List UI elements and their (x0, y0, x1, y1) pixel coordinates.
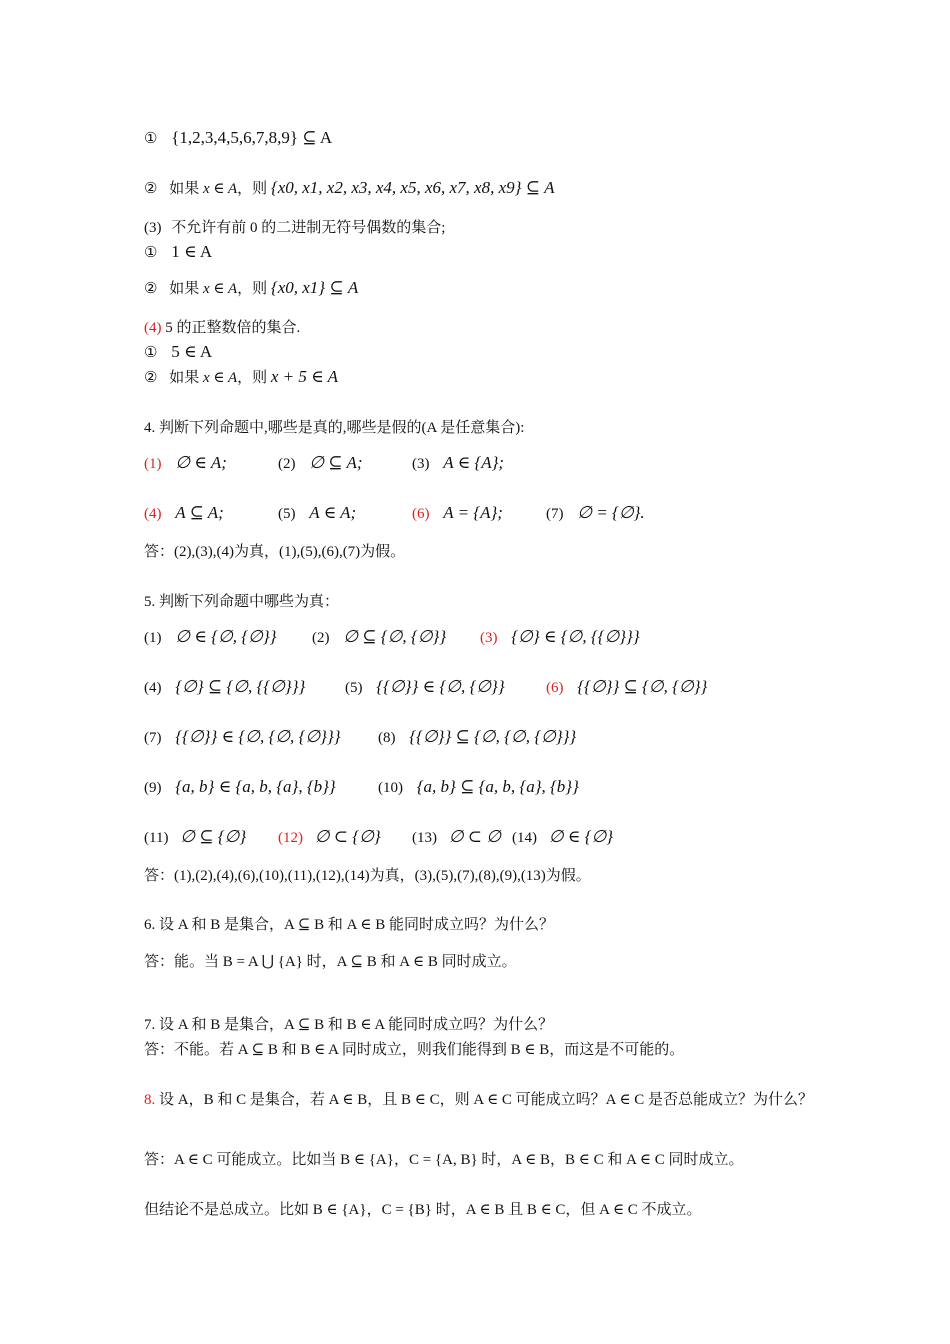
line-p3-3 (144, 218, 445, 238)
text: ，则 (237, 281, 268, 297)
q5-item-12 (278, 827, 381, 848)
circled-marker: ② (144, 181, 158, 197)
q5-item-9 (144, 777, 336, 798)
q6-answer: 答：能。当 B = A ⋃ {A} 时，A ⊆ B 和 A ∈ B 同时成立。 (144, 954, 517, 970)
item-number: (9) (144, 780, 162, 796)
math-expr: A ⊆ A; (175, 503, 224, 522)
item-number: (11) (144, 830, 169, 846)
item-number: (5) (345, 680, 363, 696)
math-expr: {x0, x1} ⊆ A (270, 278, 359, 297)
line-p3-7 (144, 342, 212, 363)
item-number: 8. (144, 1092, 156, 1108)
math-expr: ∅ ∈ A; (175, 453, 227, 472)
math-expr: ∅ ∈ {∅, {∅}} (175, 627, 277, 646)
q5-item-3 (480, 627, 640, 648)
item-number: (12) (278, 830, 303, 846)
item-number: (10) (378, 780, 403, 796)
q5-answer: 答：(1),(2),(4),(6),(10),(11),(12),(14)为真，(3),(5),(7),(8),(9),(13)为假。 (144, 868, 591, 884)
item-number: (2) (312, 630, 330, 646)
q4-answer: 答：(2),(3),(4)为真，(1),(5),(6),(7)为假。 (144, 544, 406, 560)
math-expr: A = {A}; (443, 503, 503, 522)
circled-marker: ① (144, 245, 158, 261)
text: 如果 (169, 281, 200, 297)
math-expr: x + 5 ∈ A (270, 367, 339, 386)
q5-item-13 (412, 827, 501, 848)
item-number: (5) (278, 506, 296, 522)
line-p3-8 (144, 367, 338, 388)
q5-item-2 (312, 627, 446, 648)
item-number: (7) (144, 730, 162, 746)
circled-marker: ② (144, 370, 158, 386)
math-expr: 1 ∈ A (171, 242, 213, 261)
circled-marker: ① (144, 345, 158, 361)
math-expr: 5 ∈ A (171, 342, 213, 361)
math-expr: ∅ ⊆ {∅, {∅}} (343, 627, 447, 646)
item-number: (4) (144, 320, 162, 336)
math-expr: {a, b} ∈ {a, b, {a}, {b}} (175, 777, 336, 796)
q5-item-10 (378, 777, 579, 798)
math-expr: x ∈ A (202, 281, 238, 297)
item-number: (4) (144, 680, 162, 696)
math-expr: x ∈ A (202, 181, 238, 197)
math-expr: {{∅}} ⊆ {∅, {∅}} (577, 677, 708, 696)
math-expr: {a, b} ⊆ {a, b, {a}, {b}} (416, 777, 579, 796)
item-number: (14) (512, 830, 537, 846)
line-p3-1 (144, 128, 332, 149)
q5-item-4 (144, 677, 305, 698)
text: 5 的正整数倍的集合. (165, 320, 301, 336)
math-expr: A ∈ A; (309, 503, 357, 522)
item-number: (8) (378, 730, 396, 746)
math-expr: {1,2,3,4,5,6,7,8,9} ⊆ A (171, 128, 333, 147)
q4-title: 4. 判断下列命题中,哪些是真的,哪些是假的(A 是任意集合): (144, 420, 525, 436)
line-p3-5 (144, 278, 358, 299)
q5-item-11 (144, 827, 246, 848)
item-number: (4) (144, 506, 162, 522)
math-expr: {∅} ∈ {∅, {{∅}}} (511, 627, 640, 646)
q4-item-7 (546, 503, 645, 524)
q4-item-5 (278, 503, 356, 524)
text: 如果 (169, 181, 200, 197)
item-number: (1) (144, 456, 162, 472)
q6-title: 6. 设 A 和 B 是集合，A ⊆ B 和 A ∈ B 能同时成立吗？为什么？ (144, 917, 554, 933)
q4-item-4 (144, 503, 224, 524)
math-expr: ∅ = {∅}. (577, 503, 645, 522)
text: ，则 (237, 181, 268, 197)
math-expr: ∅ ⊂ {∅} (314, 827, 381, 846)
text: 设 A，B 和 C 是集合，若 A ∈ B，且 B ∈ C，则 A ∈ C 可能成立吗？A ∈ C 是否总能成立？为什么？ (159, 1092, 814, 1108)
circled-marker: ① (144, 131, 158, 147)
math-expr: ∅ ⊆ A; (309, 453, 363, 472)
q7-title: 7. 设 A 和 B 是集合，A ⊆ B 和 B ∈ A 能同时成立吗？为什么？ (144, 1017, 554, 1033)
q4-item-6 (412, 503, 503, 524)
q5-item-5 (345, 677, 505, 698)
math-expr: {∅} ⊆ {∅, {{∅}}} (175, 677, 306, 696)
math-expr: {{∅}} ∈ {∅, {∅}} (376, 677, 505, 696)
item-number: (3) (144, 220, 162, 236)
item-number: (13) (412, 830, 437, 846)
q4-item-2 (278, 453, 363, 474)
item-number: (2) (278, 456, 296, 472)
q5-item-1 (144, 627, 276, 648)
item-number: (6) (546, 680, 564, 696)
math-expr: A ∈ {A}; (443, 453, 505, 472)
math-expr: {{∅}} ∈ {∅, {∅, {∅}}} (175, 727, 341, 746)
q8-answer-2: 但结论不是总成立。比如 B ∈ {A}，C = {B} 时，A ∈ B 且 B ∈ C，但 A ∈ C 不成立。 (144, 1202, 702, 1218)
q5-item-8 (378, 727, 576, 748)
math-expr: x ∈ A (202, 370, 238, 386)
text: ，则 (237, 370, 268, 386)
math-expr: ∅ ⊂ ∅ (448, 827, 502, 846)
q5-item-6 (546, 677, 707, 698)
item-number: (3) (412, 456, 430, 472)
item-number: (6) (412, 506, 430, 522)
q7-answer: 答：不能。若 A ⊆ B 和 B ∈ A 同时成立，则我们能得到 B ∈ B，而这是不可能的。 (144, 1042, 685, 1058)
q4-item-1 (144, 453, 227, 474)
q5-title: 5. 判断下列命题中哪些为真： (144, 594, 340, 610)
q8-answer-1: 答：A ∈ C 可能成立。比如当 B ∈ {A}，C = {A, B} 时，A ∈ B，B ∈ C 和 A ∈ C 同时成立。 (144, 1152, 744, 1168)
item-number: (1) (144, 630, 162, 646)
line-p3-6 (144, 318, 300, 338)
text: 不允许有前 0 的二进制无符号偶数的集合; (171, 220, 446, 236)
circled-marker: ② (144, 281, 158, 297)
math-expr: ∅ ∈ {∅} (548, 827, 614, 846)
item-number: (3) (480, 630, 498, 646)
q5-item-7 (144, 727, 341, 748)
text: 如果 (169, 370, 200, 386)
line-p3-2 (144, 178, 555, 199)
q8-title (144, 1088, 814, 1112)
q5-item-14 (512, 827, 613, 848)
math-expr: {x0, x1, x2, x3, x4, x5, x6, x7, x8, x9} ⊆ A (270, 178, 555, 197)
math-expr: {{∅}} ⊆ {∅, {∅, {∅}}} (409, 727, 577, 746)
item-number: (7) (546, 506, 564, 522)
math-expr: ∅ ⊆ {∅} (180, 827, 247, 846)
q4-item-3 (412, 453, 504, 474)
line-p3-4 (144, 242, 212, 263)
